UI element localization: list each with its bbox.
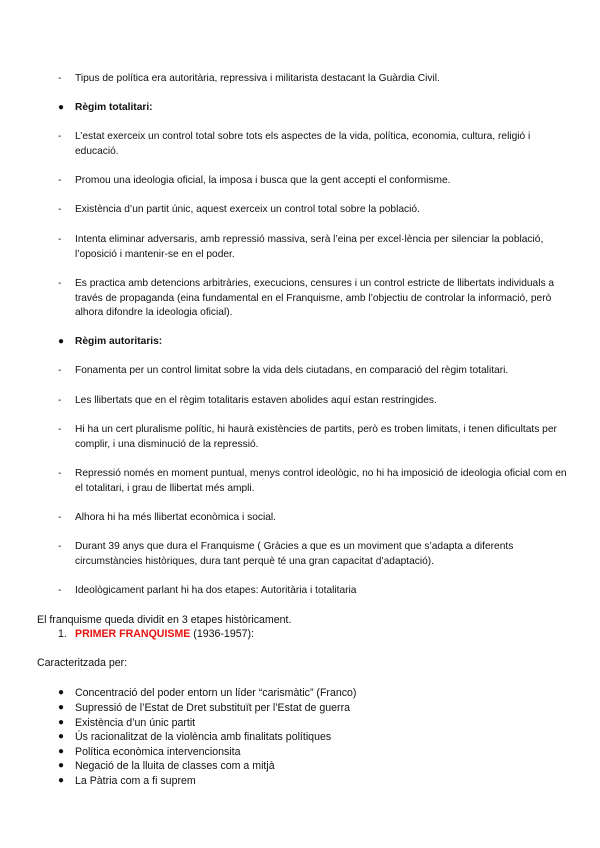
dash-marker: -	[58, 73, 62, 84]
heading-text: Règim autoritaris:	[75, 336, 163, 347]
stage-number: 1.	[58, 628, 67, 640]
paragraph-etapes: El franquisme queda dividit en 3 etapes històricament.	[37, 614, 292, 626]
dash-marker: -	[58, 234, 62, 245]
dash-marker: -	[58, 175, 62, 186]
dash-marker: -	[58, 395, 62, 406]
dash-marker: -	[58, 365, 62, 376]
bullet-marker: ●	[58, 102, 65, 113]
dash-marker: -	[58, 585, 62, 596]
paragraph-caracteritzada: Caracteritzada per:	[37, 657, 128, 669]
list-item-text: Repressió només en moment puntual, menys control ideològic, no hi ha imposició de ideologia oficial com en el totalitari, i grau de llibertat més ampli.	[75, 468, 567, 494]
bullet-marker: ●	[58, 731, 65, 742]
list-item-text: Es practica amb detencions arbitràries, execucions, censures i un control estricte de llibertats individuals a través de propaganda (eina fundamental en el Franquisme, amb l’objectiu de controlar la informació, però alhora difondre la ideologia oficial).	[75, 278, 555, 319]
bullet-marker: ●	[58, 702, 65, 713]
list-item-text: Durant 39 anys que dura el Franquisme ( Gràcies a que es un moviment que s’adapta a diferents circumstàncies històriques, dura tant perquè té una gran capacitat d’adaptació).	[75, 541, 514, 567]
list-item-text: Alhora hi ha més llibertat econòmica i social.	[75, 512, 277, 523]
list-item-text: Ideològicament parlant hi ha dos etapes: Autoritària i totalitaria	[75, 585, 357, 596]
bullet-marker: ●	[58, 746, 65, 757]
feature-text: Negació de la lluita de classes com a mitjà	[75, 760, 275, 772]
dash-marker: -	[58, 468, 62, 479]
feature-text: Ús racionalitzat de la violència amb finalitats polítiques	[75, 731, 332, 743]
dash-marker: -	[58, 278, 62, 289]
list-item-text: Promou una ideologia oficial, la imposa i busca que la gent accepti el conformisme.	[75, 175, 451, 186]
dash-marker: -	[58, 204, 62, 215]
list-item-text: Hi ha un cert pluralisme polític, hi haurà existències de partits, però es troben limitats, i tenen dificultats per complir, i una disminució de la repressió.	[75, 424, 557, 450]
bullet-marker: ●	[58, 760, 65, 771]
bullet-marker: ●	[58, 687, 65, 698]
stage-dates: (1936-1957):	[190, 628, 254, 640]
list-item-text: Fonamenta per un control limitat sobre la vida dels ciutadans, en comparació del règim totalitari.	[75, 365, 509, 376]
stage-title: PRIMER FRANQUISME	[75, 628, 191, 640]
heading-text: Règim totalitari:	[75, 102, 153, 113]
stage-title-line	[75, 627, 570, 642]
feature-text: La Pàtria com a fi suprem	[75, 775, 196, 787]
bullet-marker: ●	[58, 336, 65, 347]
feature-text: Existència d’un únic partit	[75, 717, 196, 729]
list-item-text: L’estat exerceix un control total sobre tots els aspectes de la vida, política, economia, cultura, religió i educació.	[75, 131, 531, 157]
list-item-text: Les llibertats que en el règim totalitaris estaven abolides aquí estan restringides.	[75, 395, 437, 406]
list-item-text: Tipus de política era autoritària, repressiva i militarista destacant la Guàrdia Civil.	[75, 73, 440, 84]
dash-marker: -	[58, 541, 62, 552]
list-item-text: Existència d’un partit únic, aquest exerceix un control total sobre la població.	[75, 204, 420, 215]
list-item-text: Intenta eliminar adversaris, amb repressió massiva, serà l’eina per excel·lència per silenciar la població, l’oposició i mantenir-se en el poder.	[75, 234, 544, 260]
dash-marker: -	[58, 131, 62, 142]
feature-text: Supressió de l’Estat de Dret substituït per l’Estat de guerra	[75, 702, 350, 714]
dash-marker: -	[58, 424, 62, 435]
bullet-marker: ●	[58, 717, 65, 728]
dash-marker: -	[58, 512, 62, 523]
feature-text: Concentració del poder entorn un líder “carismàtic” (Franco)	[75, 687, 357, 699]
bullet-marker: ●	[58, 775, 65, 786]
feature-text: Política econòmica intervencionsita	[75, 746, 241, 758]
